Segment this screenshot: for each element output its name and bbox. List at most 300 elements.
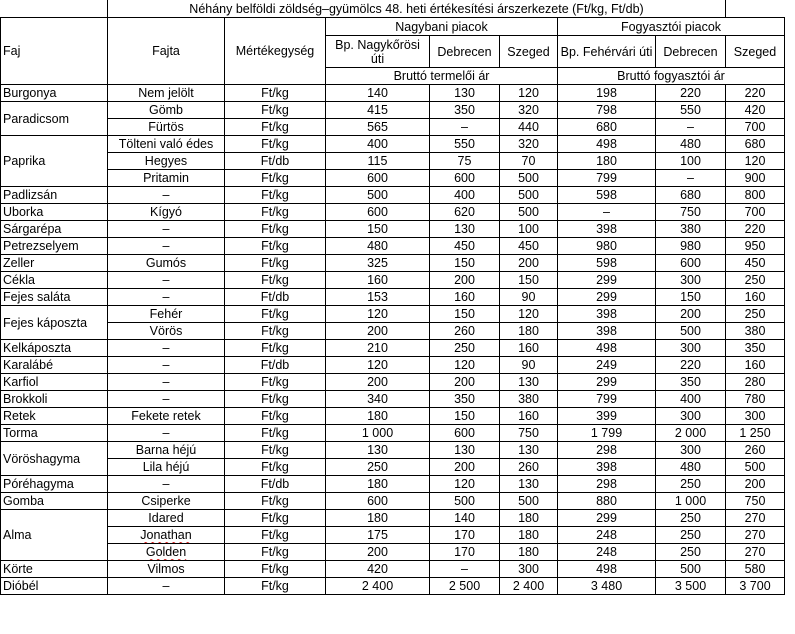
cell-price: 799 <box>558 170 656 187</box>
cell-fajta: Kígyó <box>108 204 225 221</box>
cell-price: 980 <box>656 238 726 255</box>
cell-price: 798 <box>558 102 656 119</box>
cell-price: 400 <box>430 187 500 204</box>
cell-mertekegyseg: Ft/kg <box>225 102 326 119</box>
header-szeged-nagybani: Szeged <box>500 36 558 68</box>
cell-price: 325 <box>326 255 430 272</box>
cell-mertekegyseg: Ft/kg <box>225 323 326 340</box>
cell-price: 680 <box>726 136 785 153</box>
cell-mertekegyseg: Ft/db <box>225 357 326 374</box>
cell-faj: Póréhagyma <box>1 476 108 493</box>
cell-fajta: Vilmos <box>108 561 225 578</box>
cell-price: – <box>656 119 726 136</box>
cell-price: 250 <box>656 544 726 561</box>
cell-price: 399 <box>558 408 656 425</box>
cell-price: 200 <box>326 323 430 340</box>
cell-fajta: Idared <box>108 510 225 527</box>
cell-faj: Paprika <box>1 136 108 187</box>
cell-price: 100 <box>500 221 558 238</box>
cell-price: 398 <box>558 306 656 323</box>
cell-price: 180 <box>326 510 430 527</box>
cell-faj: Uborka <box>1 204 108 221</box>
cell-fajta: – <box>108 187 225 204</box>
cell-fajta: – <box>108 425 225 442</box>
cell-price: 799 <box>558 391 656 408</box>
cell-faj: Karfiol <box>1 374 108 391</box>
cell-price: 600 <box>326 493 430 510</box>
cell-faj: Gomba <box>1 493 108 510</box>
cell-faj: Zeller <box>1 255 108 272</box>
cell-price: 120 <box>326 306 430 323</box>
cell-mertekegyseg: Ft/kg <box>225 510 326 527</box>
cell-price: 220 <box>726 85 785 102</box>
cell-price: 500 <box>726 459 785 476</box>
cell-price: 130 <box>326 442 430 459</box>
cell-faj: Alma <box>1 510 108 561</box>
cell-price: 550 <box>430 136 500 153</box>
table-row <box>1 306 785 323</box>
cell-mertekegyseg: Ft/kg <box>225 493 326 510</box>
table-row <box>1 187 785 204</box>
table-row <box>1 204 785 221</box>
table-row <box>1 425 785 442</box>
cell-faj: Fejes káposzta <box>1 306 108 340</box>
table-row <box>1 510 785 527</box>
cell-mertekegyseg: Ft/kg <box>225 408 326 425</box>
header-mertekegyseg: Mértékegység <box>225 18 326 85</box>
cell-price: 500 <box>326 187 430 204</box>
cell-faj: Kelkáposzta <box>1 340 108 357</box>
cell-price: 180 <box>500 527 558 544</box>
cell-price: 200 <box>500 255 558 272</box>
cell-price: 200 <box>326 544 430 561</box>
cell-price: 200 <box>726 476 785 493</box>
table-row <box>1 136 785 153</box>
cell-price: 500 <box>500 170 558 187</box>
table-row <box>1 255 785 272</box>
cell-fajta: Nem jelölt <box>108 85 225 102</box>
cell-price: 500 <box>500 204 558 221</box>
cell-price: 2 400 <box>500 578 558 595</box>
cell-price: 600 <box>430 425 500 442</box>
cell-fajta: Hegyes <box>108 153 225 170</box>
cell-mertekegyseg: Ft/kg <box>225 238 326 255</box>
cell-price: 299 <box>558 272 656 289</box>
cell-faj: Karalábé <box>1 357 108 374</box>
cell-price: 180 <box>326 476 430 493</box>
cell-faj: Dióbél <box>1 578 108 595</box>
cell-price: 250 <box>430 340 500 357</box>
cell-fajta: – <box>108 578 225 595</box>
cell-fajta: Fehér <box>108 306 225 323</box>
cell-price: 249 <box>558 357 656 374</box>
cell-fajta: Fekete retek <box>108 408 225 425</box>
cell-price: 880 <box>558 493 656 510</box>
header-debrecen-fogyasztoi: Debrecen <box>656 36 726 68</box>
table-row <box>1 119 785 136</box>
cell-price: 220 <box>726 221 785 238</box>
cell-price: 200 <box>430 459 500 476</box>
cell-price: 500 <box>500 493 558 510</box>
cell-price: 380 <box>726 323 785 340</box>
table-row <box>1 442 785 459</box>
cell-mertekegyseg: Ft/kg <box>225 391 326 408</box>
cell-price: 130 <box>430 85 500 102</box>
cell-price: – <box>430 561 500 578</box>
cell-price: 498 <box>558 136 656 153</box>
cell-mertekegyseg: Ft/kg <box>225 442 326 459</box>
cell-price: 320 <box>500 136 558 153</box>
cell-price: 170 <box>430 527 500 544</box>
cell-faj: Sárgarépa <box>1 221 108 238</box>
cell-faj: Retek <box>1 408 108 425</box>
cell-fajta: – <box>108 238 225 255</box>
cell-price: 550 <box>656 102 726 119</box>
cell-price: 620 <box>430 204 500 221</box>
cell-price: 270 <box>726 527 785 544</box>
cell-mertekegyseg: Ft/db <box>225 289 326 306</box>
header-brutto-termeloi: Bruttó termelői ár <box>326 68 558 85</box>
cell-faj: Petrezselyem <box>1 238 108 255</box>
cell-price: 498 <box>558 561 656 578</box>
cell-price: 700 <box>726 204 785 221</box>
cell-price: 480 <box>656 136 726 153</box>
cell-price: 299 <box>558 289 656 306</box>
cell-price: 600 <box>430 170 500 187</box>
header-brutto-fogyasztoi: Bruttó fogyasztói ár <box>558 68 785 85</box>
table-row <box>1 323 785 340</box>
cell-price: 260 <box>430 323 500 340</box>
cell-price: 270 <box>726 544 785 561</box>
cell-faj: Paradicsom <box>1 102 108 136</box>
cell-price: 350 <box>726 340 785 357</box>
cell-fajta: Gumós <box>108 255 225 272</box>
table-row <box>1 476 785 493</box>
cell-fajta: Barna héjú <box>108 442 225 459</box>
cell-price: 340 <box>326 391 430 408</box>
cell-price: 160 <box>726 289 785 306</box>
header-debrecen-nagybani: Debrecen <box>430 36 500 68</box>
cell-price: 598 <box>558 255 656 272</box>
cell-price: 900 <box>726 170 785 187</box>
cell-mertekegyseg: Ft/db <box>225 476 326 493</box>
cell-mertekegyseg: Ft/kg <box>225 544 326 561</box>
cell-price: 250 <box>726 272 785 289</box>
cell-price: 90 <box>500 357 558 374</box>
cell-price: 300 <box>726 408 785 425</box>
cell-price: 220 <box>656 85 726 102</box>
cell-price: 500 <box>430 493 500 510</box>
cell-mertekegyseg: Ft/kg <box>225 272 326 289</box>
cell-price: 2 400 <box>326 578 430 595</box>
cell-mertekegyseg: Ft/kg <box>225 561 326 578</box>
header-fogyasztoi-piacok: Fogyasztói piacok <box>558 18 785 36</box>
cell-price: 200 <box>326 374 430 391</box>
cell-price: 500 <box>656 561 726 578</box>
cell-price: 75 <box>430 153 500 170</box>
cell-price: 600 <box>326 204 430 221</box>
cell-price: 160 <box>430 289 500 306</box>
cell-price: 680 <box>656 187 726 204</box>
cell-mertekegyseg: Ft/kg <box>225 204 326 221</box>
cell-price: 180 <box>500 510 558 527</box>
cell-mertekegyseg: Ft/kg <box>225 374 326 391</box>
table-row <box>1 578 785 595</box>
cell-price: 398 <box>558 323 656 340</box>
cell-price: 298 <box>558 476 656 493</box>
table-row <box>1 153 785 170</box>
cell-price: 380 <box>656 221 726 238</box>
cell-price: 680 <box>558 119 656 136</box>
table-title: Néhány belföldi zöldség–gyümölcs 48. heti értékesítési árszerkezete (Ft/kg, Ft/db) <box>108 0 726 18</box>
cell-mertekegyseg: Ft/kg <box>225 578 326 595</box>
cell-price: 415 <box>326 102 430 119</box>
cell-price: 260 <box>500 459 558 476</box>
cell-price: 70 <box>500 153 558 170</box>
cell-price: 598 <box>558 187 656 204</box>
cell-fajta: – <box>108 340 225 357</box>
cell-price: 200 <box>656 306 726 323</box>
cell-fajta: Gömb <box>108 102 225 119</box>
cell-price: 480 <box>656 459 726 476</box>
table-row <box>1 102 785 119</box>
cell-price: 150 <box>430 408 500 425</box>
cell-price: 398 <box>558 459 656 476</box>
table-row <box>1 459 785 476</box>
cell-price: 299 <box>558 374 656 391</box>
cell-price: 280 <box>726 374 785 391</box>
table-row <box>1 272 785 289</box>
cell-price: 250 <box>656 527 726 544</box>
cell-mertekegyseg: Ft/kg <box>225 306 326 323</box>
cell-price: 450 <box>500 238 558 255</box>
cell-price: 130 <box>430 221 500 238</box>
cell-price: 150 <box>326 221 430 238</box>
cell-fajta: Fürtös <box>108 119 225 136</box>
cell-price: 198 <box>558 85 656 102</box>
cell-price: 800 <box>726 187 785 204</box>
cell-faj: Burgonya <box>1 85 108 102</box>
cell-fajta <box>108 527 225 544</box>
table-row <box>1 561 785 578</box>
cell-price: 210 <box>326 340 430 357</box>
cell-price: 320 <box>500 102 558 119</box>
cell-mertekegyseg: Ft/kg <box>225 187 326 204</box>
cell-price: 350 <box>430 102 500 119</box>
table-row <box>1 289 785 306</box>
cell-fajta-text: Golden <box>145 545 187 559</box>
cell-price: 250 <box>656 510 726 527</box>
cell-price: 298 <box>558 442 656 459</box>
cell-mertekegyseg: Ft/kg <box>225 136 326 153</box>
cell-price: 175 <box>326 527 430 544</box>
cell-price: 130 <box>430 442 500 459</box>
cell-price: 780 <box>726 391 785 408</box>
cell-mertekegyseg: Ft/kg <box>225 459 326 476</box>
cell-mertekegyseg: Ft/kg <box>225 221 326 238</box>
header-bp-fehervari: Bp. Fehérvári úti <box>558 36 656 68</box>
cell-price: 420 <box>726 102 785 119</box>
table-row <box>1 221 785 238</box>
cell-price: 300 <box>656 408 726 425</box>
cell-mertekegyseg: Ft/kg <box>225 255 326 272</box>
table-row <box>1 374 785 391</box>
cell-price: 180 <box>500 323 558 340</box>
cell-mertekegyseg: Ft/db <box>225 153 326 170</box>
cell-price: 980 <box>558 238 656 255</box>
cell-price: 498 <box>558 340 656 357</box>
cell-price: 350 <box>656 374 726 391</box>
cell-mertekegyseg: Ft/kg <box>225 119 326 136</box>
cell-price: 150 <box>500 272 558 289</box>
cell-fajta: – <box>108 289 225 306</box>
cell-price: 248 <box>558 544 656 561</box>
cell-price: 2 000 <box>656 425 726 442</box>
cell-price: 180 <box>326 408 430 425</box>
cell-fajta: – <box>108 391 225 408</box>
cell-price: 1 799 <box>558 425 656 442</box>
cell-fajta: – <box>108 272 225 289</box>
cell-price: 450 <box>430 238 500 255</box>
cell-price: 300 <box>656 272 726 289</box>
cell-price: 248 <box>558 527 656 544</box>
cell-price: 750 <box>726 493 785 510</box>
cell-price: 450 <box>726 255 785 272</box>
cell-price: 500 <box>656 323 726 340</box>
cell-price: 180 <box>500 544 558 561</box>
header-fajta: Fajta <box>108 18 225 85</box>
cell-price: 480 <box>326 238 430 255</box>
table-row <box>1 85 785 102</box>
table-row <box>1 357 785 374</box>
cell-faj: Cékla <box>1 272 108 289</box>
table-row <box>1 408 785 425</box>
cell-price: 153 <box>326 289 430 306</box>
cell-price: 170 <box>430 544 500 561</box>
cell-mertekegyseg: Ft/kg <box>225 425 326 442</box>
cell-price: 130 <box>500 374 558 391</box>
cell-price: 140 <box>430 510 500 527</box>
cell-fajta: – <box>108 357 225 374</box>
cell-faj: Körte <box>1 561 108 578</box>
cell-price: 120 <box>430 476 500 493</box>
cell-mertekegyseg: Ft/kg <box>225 170 326 187</box>
header-szeged-fogyasztoi: Szeged <box>726 36 785 68</box>
cell-fajta: Pritamin <box>108 170 225 187</box>
cell-price: 100 <box>656 153 726 170</box>
header-nagybani-piacok: Nagybani piacok <box>326 18 558 36</box>
cell-price: 160 <box>500 340 558 357</box>
cell-price: 2 500 <box>430 578 500 595</box>
cell-price: 150 <box>656 289 726 306</box>
table-row <box>1 340 785 357</box>
cell-price: 700 <box>726 119 785 136</box>
cell-price: – <box>558 204 656 221</box>
cell-price: 220 <box>656 357 726 374</box>
cell-price: 120 <box>430 357 500 374</box>
cell-price: 90 <box>500 289 558 306</box>
cell-faj: Fejes saláta <box>1 289 108 306</box>
cell-price: 300 <box>656 442 726 459</box>
cell-price: 3 500 <box>656 578 726 595</box>
cell-price: 299 <box>558 510 656 527</box>
cell-price: 750 <box>500 425 558 442</box>
cell-price: 750 <box>656 204 726 221</box>
cell-price: 120 <box>326 357 430 374</box>
cell-price: 565 <box>326 119 430 136</box>
cell-price: 500 <box>500 187 558 204</box>
cell-price: 400 <box>656 391 726 408</box>
cell-price: 3 480 <box>558 578 656 595</box>
cell-price: 380 <box>500 391 558 408</box>
cell-mertekegyseg: Ft/kg <box>225 527 326 544</box>
cell-fajta <box>108 544 225 561</box>
table-row <box>1 238 785 255</box>
cell-price: 200 <box>430 272 500 289</box>
cell-price: 200 <box>430 374 500 391</box>
cell-price: 398 <box>558 221 656 238</box>
cell-price: 400 <box>326 136 430 153</box>
cell-mertekegyseg: Ft/kg <box>225 85 326 102</box>
cell-price: 180 <box>558 153 656 170</box>
cell-price: 130 <box>500 442 558 459</box>
table-row <box>1 391 785 408</box>
table-row <box>1 527 785 544</box>
cell-price: 440 <box>500 119 558 136</box>
cell-price: 120 <box>500 306 558 323</box>
cell-price: 270 <box>726 510 785 527</box>
table-row <box>1 170 785 187</box>
cell-price: 1 250 <box>726 425 785 442</box>
cell-price: 260 <box>726 442 785 459</box>
cell-price: 600 <box>656 255 726 272</box>
cell-mertekegyseg: Ft/kg <box>225 340 326 357</box>
cell-price: 300 <box>500 561 558 578</box>
cell-price: 3 700 <box>726 578 785 595</box>
cell-fajta: Lila héjú <box>108 459 225 476</box>
cell-fajta-text: Jonathan <box>140 528 192 542</box>
cell-price: 300 <box>656 340 726 357</box>
header-faj: Faj <box>1 18 108 85</box>
cell-fajta: Vörös <box>108 323 225 340</box>
cell-fajta: Tölteni való édes <box>108 136 225 153</box>
cell-price: 250 <box>656 476 726 493</box>
cell-price: 160 <box>326 272 430 289</box>
cell-price: 115 <box>326 153 430 170</box>
cell-price: – <box>430 119 500 136</box>
cell-price: 420 <box>326 561 430 578</box>
cell-price: 250 <box>326 459 430 476</box>
cell-price: 140 <box>326 85 430 102</box>
cell-price: 120 <box>726 153 785 170</box>
table-row <box>1 493 785 510</box>
cell-price: 580 <box>726 561 785 578</box>
cell-faj: Torma <box>1 425 108 442</box>
cell-faj: Padlizsán <box>1 187 108 204</box>
cell-price: 600 <box>326 170 430 187</box>
cell-fajta: – <box>108 374 225 391</box>
cell-price: 950 <box>726 238 785 255</box>
cell-faj: Vöröshagyma <box>1 442 108 476</box>
cell-price: 1 000 <box>326 425 430 442</box>
cell-fajta: Csiperke <box>108 493 225 510</box>
header-bp-nagykorosi: Bp. Nagykőrösi úti <box>326 36 430 68</box>
cell-price: 160 <box>500 408 558 425</box>
cell-price: 250 <box>726 306 785 323</box>
cell-price: 1 000 <box>656 493 726 510</box>
cell-price: 150 <box>430 255 500 272</box>
table-row <box>1 544 785 561</box>
